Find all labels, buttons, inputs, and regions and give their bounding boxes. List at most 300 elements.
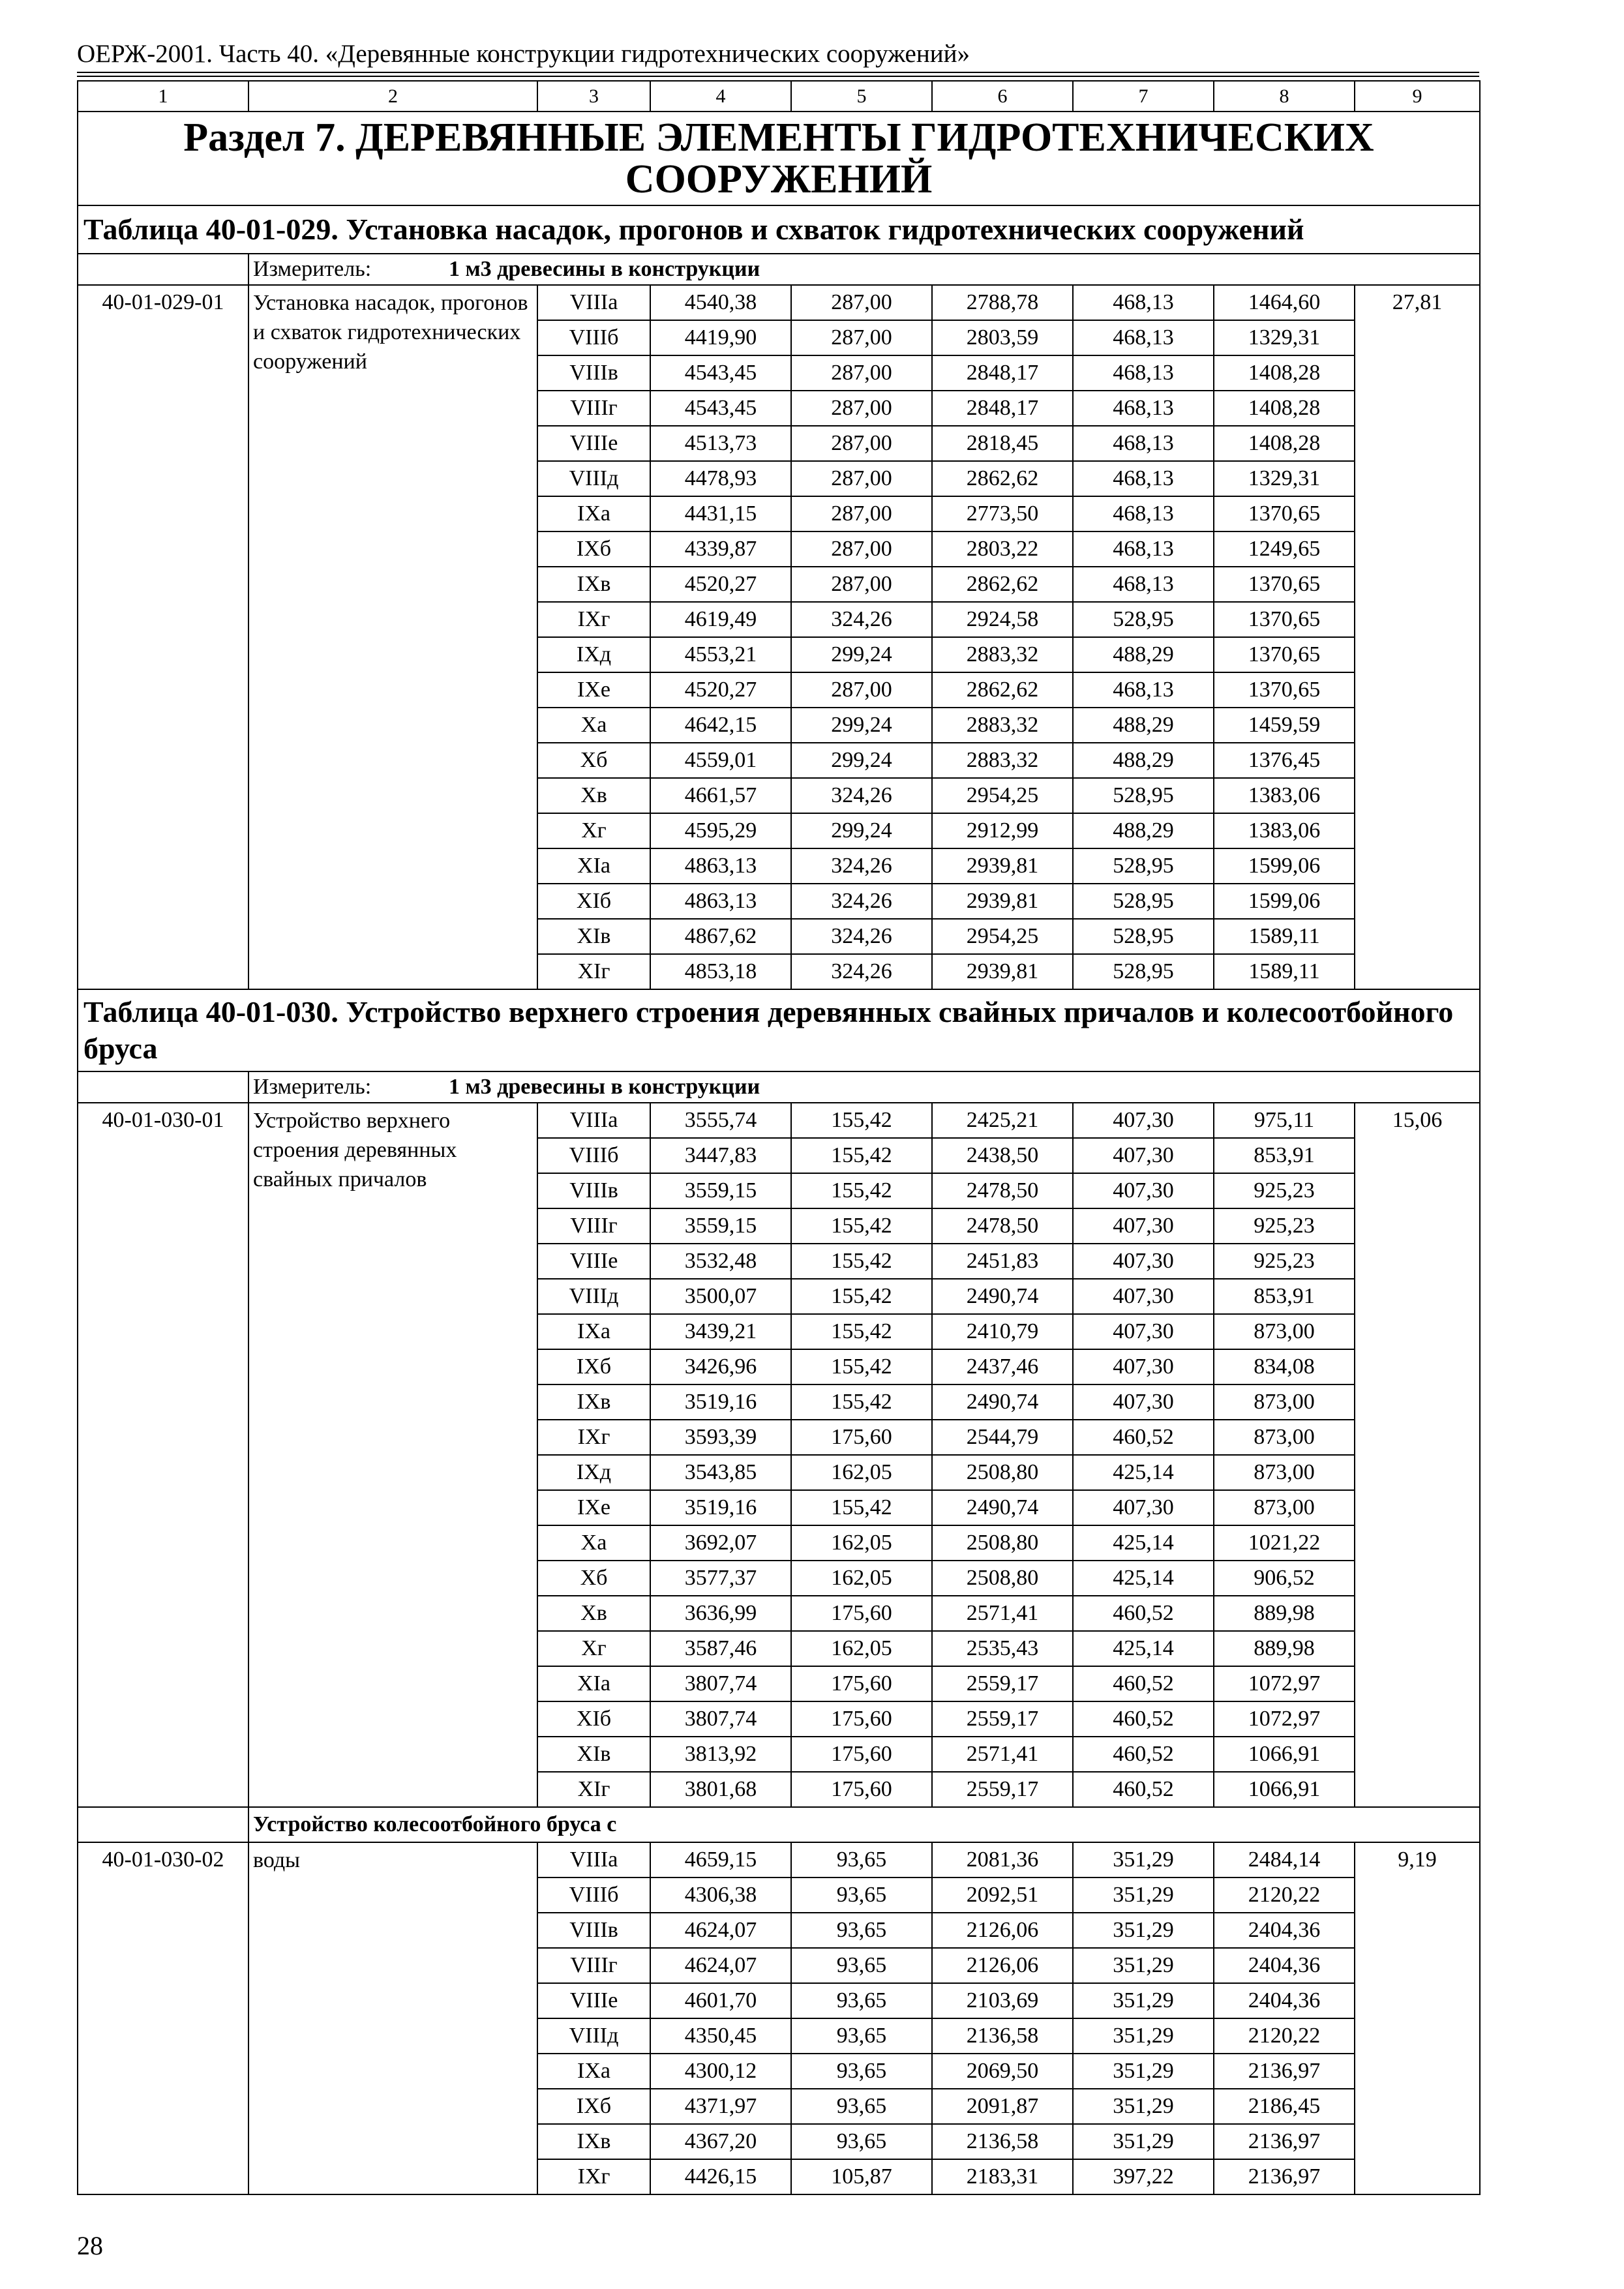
measure-row	[78, 254, 1480, 285]
machine-cost-cell: 2818,45	[932, 426, 1073, 461]
zone-cell: IXг	[537, 2159, 650, 2194]
materials-cost-cell: 1599,06	[1214, 848, 1355, 884]
column-number: 4	[650, 81, 791, 112]
total-cost-cell: 4619,49	[650, 602, 791, 637]
total-cost-cell: 4601,70	[650, 1983, 791, 2018]
machine-cost-cell: 2571,41	[932, 1737, 1073, 1772]
total-cost-cell: 4559,01	[650, 743, 791, 778]
wages-cell: 175,60	[791, 1737, 932, 1772]
machine-cost-cell: 2803,22	[932, 531, 1073, 567]
zone-cell: XIг	[537, 1772, 650, 1807]
total-cost-cell: 4300,12	[650, 2054, 791, 2089]
machinist-wages-cell: 425,14	[1073, 1561, 1214, 1596]
machine-cost-cell: 2788,78	[932, 285, 1073, 320]
zone-cell: VIIIа	[537, 285, 650, 320]
machine-cost-cell: 2103,69	[932, 1983, 1073, 2018]
machinist-wages-cell: 407,30	[1073, 1103, 1214, 1138]
machinist-wages-cell: 351,29	[1073, 2089, 1214, 2124]
item-name: воды	[248, 1842, 537, 2194]
item-subtitle: Устройство колесоотбойного бруса с	[248, 1807, 1480, 1842]
materials-cost-cell: 925,23	[1214, 1173, 1355, 1208]
column-number: 3	[537, 81, 650, 112]
wages-cell: 324,26	[791, 602, 932, 637]
machine-cost-cell: 2126,06	[932, 1948, 1073, 1983]
materials-cost-cell: 873,00	[1214, 1314, 1355, 1349]
wages-cell: 299,24	[791, 637, 932, 672]
table-title: Таблица 40-01-029. Установка насадок, прогонов и схваток гидротехнических сооружений	[78, 205, 1480, 254]
machine-cost-cell: 2883,32	[932, 708, 1073, 743]
zone-cell: VIIIа	[537, 1103, 650, 1138]
machinist-wages-cell: 397,22	[1073, 2159, 1214, 2194]
machine-cost-cell: 2508,80	[932, 1455, 1073, 1490]
machine-cost-cell: 2862,62	[932, 672, 1073, 708]
zone-cell: IXг	[537, 602, 650, 637]
machinist-wages-cell: 468,13	[1073, 531, 1214, 567]
total-cost-cell: 3543,85	[650, 1455, 791, 1490]
column-number: 5	[791, 81, 932, 112]
machine-cost-cell: 2848,17	[932, 355, 1073, 391]
machinist-wages-cell: 460,52	[1073, 1772, 1214, 1807]
machinist-wages-cell: 528,95	[1073, 848, 1214, 884]
machine-cost-cell: 2559,17	[932, 1772, 1073, 1807]
wages-cell: 324,26	[791, 954, 932, 989]
machine-cost-cell: 2924,58	[932, 602, 1073, 637]
table-row	[78, 1842, 1480, 1878]
machine-cost-cell: 2954,25	[932, 919, 1073, 954]
machine-cost-cell: 2490,74	[932, 1279, 1073, 1314]
zone-cell: VIIIг	[537, 1208, 650, 1244]
header-rule-bottom	[77, 76, 1479, 77]
measure-cell	[248, 1071, 1480, 1103]
machinist-wages-cell: 460,52	[1073, 1596, 1214, 1631]
machinist-wages-cell: 407,30	[1073, 1349, 1214, 1384]
machine-cost-cell: 2490,74	[932, 1384, 1073, 1420]
total-cost-cell: 3807,74	[650, 1666, 791, 1701]
table-title-row	[78, 989, 1480, 1071]
zone-cell: XIа	[537, 848, 650, 884]
zone-cell: IXа	[537, 496, 650, 531]
measure-cell	[248, 254, 1480, 285]
machine-cost-cell: 2508,80	[932, 1561, 1073, 1596]
wages-cell: 155,42	[791, 1490, 932, 1525]
wages-cell: 287,00	[791, 285, 932, 320]
zone-cell: Xг	[537, 813, 650, 848]
machinist-wages-cell: 351,29	[1073, 2018, 1214, 2054]
total-cost-cell: 4520,27	[650, 672, 791, 708]
machinist-wages-cell: 425,14	[1073, 1631, 1214, 1666]
zone-cell: VIIIб	[537, 1138, 650, 1173]
materials-cost-cell: 1408,28	[1214, 391, 1355, 426]
column-number: 7	[1073, 81, 1214, 112]
total-cost-cell: 4426,15	[650, 2159, 791, 2194]
total-cost-cell: 3813,92	[650, 1737, 791, 1772]
materials-cost-cell: 889,98	[1214, 1631, 1355, 1666]
machinist-wages-cell: 468,13	[1073, 391, 1214, 426]
wages-cell: 155,42	[791, 1349, 932, 1384]
wages-cell: 93,65	[791, 2018, 932, 2054]
machine-cost-cell: 2535,43	[932, 1631, 1073, 1666]
measure-spacer	[78, 254, 248, 285]
wages-cell: 155,42	[791, 1138, 932, 1173]
total-cost-cell: 3447,83	[650, 1138, 791, 1173]
wages-cell: 287,00	[791, 320, 932, 355]
zone-cell: XIб	[537, 1701, 650, 1737]
materials-cost-cell: 1599,06	[1214, 884, 1355, 919]
zone-cell: IXа	[537, 1314, 650, 1349]
machinist-wages-cell: 528,95	[1073, 778, 1214, 813]
column-number: 1	[78, 81, 248, 112]
materials-cost-cell: 1370,65	[1214, 496, 1355, 531]
machinist-wages-cell: 460,52	[1073, 1666, 1214, 1701]
materials-cost-cell: 906,52	[1214, 1561, 1355, 1596]
materials-cost-cell: 1408,28	[1214, 355, 1355, 391]
machinist-wages-cell: 528,95	[1073, 602, 1214, 637]
machinist-wages-cell: 407,30	[1073, 1138, 1214, 1173]
total-cost-cell: 3559,15	[650, 1173, 791, 1208]
total-cost-cell: 4624,07	[650, 1913, 791, 1948]
table-title: Таблица 40-01-030. Устройство верхнего строения деревянных свайных причалов и колесоотбойного бруса	[78, 989, 1480, 1071]
zone-cell: Xб	[537, 1561, 650, 1596]
measure-label: Измеритель:	[253, 257, 372, 281]
machine-cost-cell: 2939,81	[932, 848, 1073, 884]
total-cost-cell: 4371,97	[650, 2089, 791, 2124]
machinist-wages-cell: 468,13	[1073, 426, 1214, 461]
machine-cost-cell: 2862,62	[932, 461, 1073, 496]
wages-cell: 287,00	[791, 426, 932, 461]
wages-cell: 287,00	[791, 355, 932, 391]
wages-cell: 155,42	[791, 1173, 932, 1208]
wages-cell: 299,24	[791, 813, 932, 848]
wages-cell: 287,00	[791, 461, 932, 496]
machine-cost-cell: 2559,17	[932, 1666, 1073, 1701]
item-code: 40-01-029-01	[78, 285, 248, 989]
materials-cost-cell: 925,23	[1214, 1208, 1355, 1244]
wages-cell: 162,05	[791, 1561, 932, 1596]
total-cost-cell: 4863,13	[650, 848, 791, 884]
zone-cell: VIIIе	[537, 426, 650, 461]
machine-cost-cell: 2559,17	[932, 1701, 1073, 1737]
section-title-row	[78, 112, 1480, 205]
materials-cost-cell: 873,00	[1214, 1455, 1355, 1490]
materials-cost-cell: 2404,36	[1214, 1913, 1355, 1948]
materials-cost-cell: 1370,65	[1214, 567, 1355, 602]
zone-cell: VIIIб	[537, 1878, 650, 1913]
column-number: 2	[248, 81, 537, 112]
wages-cell: 162,05	[791, 1631, 932, 1666]
wages-cell: 155,42	[791, 1103, 932, 1138]
labor-cost-cell: 9,19	[1355, 1842, 1480, 2194]
machine-cost-cell: 2848,17	[932, 391, 1073, 426]
total-cost-cell: 3577,37	[650, 1561, 791, 1596]
wages-cell: 175,60	[791, 1666, 932, 1701]
total-cost-cell: 3500,07	[650, 1279, 791, 1314]
wages-cell: 93,65	[791, 2089, 932, 2124]
zone-cell: XIв	[537, 1737, 650, 1772]
machinist-wages-cell: 528,95	[1073, 884, 1214, 919]
machine-cost-cell: 2437,46	[932, 1349, 1073, 1384]
item-name: Установка насадок, прогонов и схваток гидротехнических сооружений	[248, 285, 537, 989]
table-title-row	[78, 205, 1480, 254]
total-cost-cell: 3532,48	[650, 1244, 791, 1279]
machinist-wages-cell: 468,13	[1073, 285, 1214, 320]
wages-cell: 93,65	[791, 2054, 932, 2089]
total-cost-cell: 4624,07	[650, 1948, 791, 1983]
materials-cost-cell: 1249,65	[1214, 531, 1355, 567]
zone-cell: XIг	[537, 954, 650, 989]
wages-cell: 162,05	[791, 1455, 932, 1490]
total-cost-cell: 4543,45	[650, 391, 791, 426]
machinist-wages-cell: 407,30	[1073, 1173, 1214, 1208]
zone-cell: Xа	[537, 708, 650, 743]
total-cost-cell: 4543,45	[650, 355, 791, 391]
machinist-wages-cell: 407,30	[1073, 1244, 1214, 1279]
machinist-wages-cell: 407,30	[1073, 1208, 1214, 1244]
materials-cost-cell: 889,98	[1214, 1596, 1355, 1631]
total-cost-cell: 4642,15	[650, 708, 791, 743]
total-cost-cell: 4513,73	[650, 426, 791, 461]
wages-cell: 299,24	[791, 708, 932, 743]
machine-cost-cell: 2091,87	[932, 2089, 1073, 2124]
zone-cell: VIIIг	[537, 391, 650, 426]
machine-cost-cell: 2451,83	[932, 1244, 1073, 1279]
total-cost-cell: 4867,62	[650, 919, 791, 954]
zone-cell: IXд	[537, 1455, 650, 1490]
wages-cell: 155,42	[791, 1314, 932, 1349]
machine-cost-cell: 2136,58	[932, 2018, 1073, 2054]
machinist-wages-cell: 488,29	[1073, 813, 1214, 848]
zone-cell: VIIIд	[537, 2018, 650, 2054]
wages-cell: 287,00	[791, 391, 932, 426]
wages-cell: 299,24	[791, 743, 932, 778]
zone-cell: VIIIа	[537, 1842, 650, 1878]
machine-cost-cell: 2939,81	[932, 954, 1073, 989]
zone-cell: IXд	[537, 637, 650, 672]
document-header: ОЕРЖ-2001. Часть 40. «Деревянные конструкции гидротехнических сооружений»	[77, 40, 970, 68]
machinist-wages-cell: 468,13	[1073, 496, 1214, 531]
wages-cell: 93,65	[791, 1913, 932, 1948]
materials-cost-cell: 873,00	[1214, 1490, 1355, 1525]
header-rule-top	[77, 72, 1479, 73]
zone-cell: IXб	[537, 531, 650, 567]
total-cost-cell: 4853,18	[650, 954, 791, 989]
zone-cell: VIIIг	[537, 1948, 650, 1983]
rates-table-body	[78, 81, 1480, 2194]
total-cost-cell: 3426,96	[650, 1349, 791, 1384]
machinist-wages-cell: 468,13	[1073, 672, 1214, 708]
wages-cell: 175,60	[791, 1596, 932, 1631]
materials-cost-cell: 2186,45	[1214, 2089, 1355, 2124]
materials-cost-cell: 1589,11	[1214, 919, 1355, 954]
total-cost-cell: 4661,57	[650, 778, 791, 813]
table-row	[78, 1103, 1480, 1138]
labor-cost-cell: 15,06	[1355, 1103, 1480, 1807]
materials-cost-cell: 1370,65	[1214, 672, 1355, 708]
wages-cell: 93,65	[791, 1878, 932, 1913]
wages-cell: 175,60	[791, 1701, 932, 1737]
materials-cost-cell: 1072,97	[1214, 1701, 1355, 1737]
materials-cost-cell: 1370,65	[1214, 602, 1355, 637]
total-cost-cell: 3559,15	[650, 1208, 791, 1244]
zone-cell: IXв	[537, 2124, 650, 2159]
machinist-wages-cell: 425,14	[1073, 1455, 1214, 1490]
machinist-wages-cell: 351,29	[1073, 2124, 1214, 2159]
total-cost-cell: 4659,15	[650, 1842, 791, 1878]
zone-cell: VIIIд	[537, 461, 650, 496]
wages-cell: 162,05	[791, 1525, 932, 1561]
subtitle-spacer	[78, 1807, 248, 1842]
measure-value: 1 м3 древесины в конструкции	[449, 1075, 760, 1099]
materials-cost-cell: 1066,91	[1214, 1737, 1355, 1772]
total-cost-cell: 3519,16	[650, 1384, 791, 1420]
total-cost-cell: 4863,13	[650, 884, 791, 919]
zone-cell: XIа	[537, 1666, 650, 1701]
machine-cost-cell: 2939,81	[932, 884, 1073, 919]
machine-cost-cell: 2126,06	[932, 1913, 1073, 1948]
machine-cost-cell: 2883,32	[932, 637, 1073, 672]
machinist-wages-cell: 351,29	[1073, 1983, 1214, 2018]
materials-cost-cell: 853,91	[1214, 1279, 1355, 1314]
machinist-wages-cell: 468,13	[1073, 355, 1214, 391]
wages-cell: 175,60	[791, 1420, 932, 1455]
wages-cell: 93,65	[791, 1842, 932, 1878]
total-cost-cell: 4595,29	[650, 813, 791, 848]
materials-cost-cell: 1329,31	[1214, 320, 1355, 355]
zone-cell: IXг	[537, 1420, 650, 1455]
machinist-wages-cell: 460,52	[1073, 1420, 1214, 1455]
subtitle-row	[78, 1807, 1480, 1842]
wages-cell: 155,42	[791, 1384, 932, 1420]
zone-cell: IXб	[537, 1349, 650, 1384]
item-code: 40-01-030-01	[78, 1103, 248, 1807]
materials-cost-cell: 1329,31	[1214, 461, 1355, 496]
machine-cost-cell: 2862,62	[932, 567, 1073, 602]
machine-cost-cell: 2954,25	[932, 778, 1073, 813]
machinist-wages-cell: 460,52	[1073, 1701, 1214, 1737]
machinist-wages-cell: 488,29	[1073, 637, 1214, 672]
zone-cell: Xв	[537, 778, 650, 813]
materials-cost-cell: 2136,97	[1214, 2054, 1355, 2089]
wages-cell: 287,00	[791, 672, 932, 708]
materials-cost-cell: 2404,36	[1214, 1948, 1355, 1983]
materials-cost-cell: 2484,14	[1214, 1842, 1355, 1878]
zone-cell: Xв	[537, 1596, 650, 1631]
zone-cell: VIIIе	[537, 1244, 650, 1279]
zone-cell: Xа	[537, 1525, 650, 1561]
materials-cost-cell: 834,08	[1214, 1349, 1355, 1384]
wages-cell: 93,65	[791, 2124, 932, 2159]
wages-cell: 155,42	[791, 1279, 932, 1314]
machinist-wages-cell: 468,13	[1073, 567, 1214, 602]
wages-cell: 287,00	[791, 567, 932, 602]
materials-cost-cell: 1021,22	[1214, 1525, 1355, 1561]
machinist-wages-cell: 407,30	[1073, 1490, 1214, 1525]
machinist-wages-cell: 488,29	[1073, 708, 1214, 743]
machine-cost-cell: 2081,36	[932, 1842, 1073, 1878]
materials-cost-cell: 2120,22	[1214, 1878, 1355, 1913]
wages-cell: 287,00	[791, 531, 932, 567]
machinist-wages-cell: 425,14	[1073, 1525, 1214, 1561]
machinist-wages-cell: 351,29	[1073, 1913, 1214, 1948]
zone-cell: XIб	[537, 884, 650, 919]
machine-cost-cell: 2136,58	[932, 2124, 1073, 2159]
total-cost-cell: 4306,38	[650, 1878, 791, 1913]
materials-cost-cell: 2136,97	[1214, 2159, 1355, 2194]
wages-cell: 287,00	[791, 496, 932, 531]
machine-cost-cell: 2571,41	[932, 1596, 1073, 1631]
machinist-wages-cell: 460,52	[1073, 1737, 1214, 1772]
item-code: 40-01-030-02	[78, 1842, 248, 2194]
labor-cost-cell: 27,81	[1355, 285, 1480, 989]
zone-cell: VIIIе	[537, 1983, 650, 2018]
column-number-row	[78, 81, 1480, 112]
machinist-wages-cell: 407,30	[1073, 1384, 1214, 1420]
zone-cell: VIIIб	[537, 320, 650, 355]
wages-cell: 324,26	[791, 848, 932, 884]
machine-cost-cell: 2183,31	[932, 2159, 1073, 2194]
wages-cell: 105,87	[791, 2159, 932, 2194]
wages-cell: 155,42	[791, 1244, 932, 1279]
machine-cost-cell: 2544,79	[932, 1420, 1073, 1455]
machine-cost-cell: 2912,99	[932, 813, 1073, 848]
total-cost-cell: 4431,15	[650, 496, 791, 531]
total-cost-cell: 3801,68	[650, 1772, 791, 1807]
total-cost-cell: 3519,16	[650, 1490, 791, 1525]
machine-cost-cell: 2425,21	[932, 1103, 1073, 1138]
machine-cost-cell: 2410,79	[932, 1314, 1073, 1349]
rates-table	[77, 80, 1481, 2195]
item-name: Устройство верхнего строения деревянных свайных причалов	[248, 1103, 537, 1807]
total-cost-cell: 4540,38	[650, 285, 791, 320]
total-cost-cell: 3439,21	[650, 1314, 791, 1349]
total-cost-cell: 3587,46	[650, 1631, 791, 1666]
materials-cost-cell: 2120,22	[1214, 2018, 1355, 2054]
total-cost-cell: 3593,39	[650, 1420, 791, 1455]
column-number: 6	[932, 81, 1073, 112]
total-cost-cell: 3807,74	[650, 1701, 791, 1737]
wages-cell: 175,60	[791, 1772, 932, 1807]
total-cost-cell: 4350,45	[650, 2018, 791, 2054]
materials-cost-cell: 1464,60	[1214, 285, 1355, 320]
machine-cost-cell: 2508,80	[932, 1525, 1073, 1561]
zone-cell: IXе	[537, 1490, 650, 1525]
materials-cost-cell: 1408,28	[1214, 426, 1355, 461]
machinist-wages-cell: 351,29	[1073, 1842, 1214, 1878]
materials-cost-cell: 1459,59	[1214, 708, 1355, 743]
total-cost-cell: 4339,87	[650, 531, 791, 567]
wages-cell: 324,26	[791, 919, 932, 954]
wages-cell: 93,65	[791, 1948, 932, 1983]
zone-cell: IXв	[537, 567, 650, 602]
machine-cost-cell: 2773,50	[932, 496, 1073, 531]
machinist-wages-cell: 407,30	[1073, 1279, 1214, 1314]
machine-cost-cell: 2883,32	[932, 743, 1073, 778]
machine-cost-cell: 2438,50	[932, 1138, 1073, 1173]
zone-cell: Xг	[537, 1631, 650, 1666]
page-number: 28	[77, 2231, 103, 2260]
total-cost-cell: 3636,99	[650, 1596, 791, 1631]
materials-cost-cell: 853,91	[1214, 1138, 1355, 1173]
machine-cost-cell: 2478,50	[932, 1208, 1073, 1244]
machinist-wages-cell: 528,95	[1073, 954, 1214, 989]
machinist-wages-cell: 488,29	[1073, 743, 1214, 778]
wages-cell: 93,65	[791, 1983, 932, 2018]
wages-cell: 324,26	[791, 778, 932, 813]
zone-cell: VIIIв	[537, 1173, 650, 1208]
zone-cell: VIIIв	[537, 1913, 650, 1948]
machinist-wages-cell: 468,13	[1073, 320, 1214, 355]
materials-cost-cell: 1370,65	[1214, 637, 1355, 672]
total-cost-cell: 3555,74	[650, 1103, 791, 1138]
